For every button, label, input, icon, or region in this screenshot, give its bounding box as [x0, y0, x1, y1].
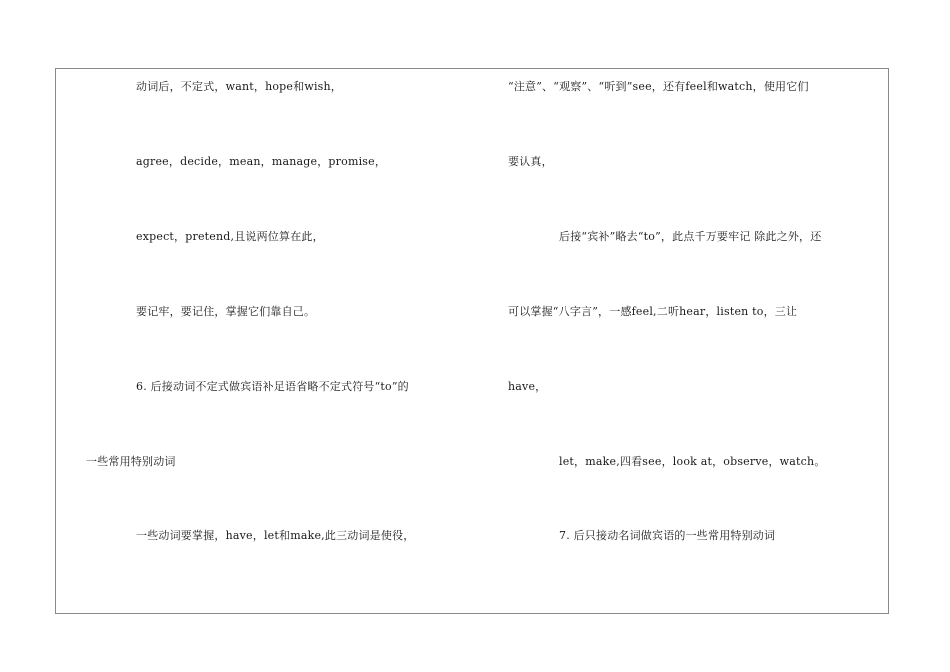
left-line-7: 一些动词要掌握，have，let和make,此三动词是使役，	[136, 529, 415, 542]
left-line-3: expect，pretend,且说两位算在此，	[136, 230, 324, 243]
right-line-5: have，	[508, 380, 547, 393]
right-line-4: 可以掌握“八字言”，一感feel,二听hear，listen to，三让	[508, 305, 798, 318]
left-line-4: 要记牢，要记住，掌握它们靠自己。	[136, 305, 316, 318]
left-line-5: 6. 后接动词不定式做宾语补足语省略不定式符号“to”的	[136, 380, 409, 393]
right-line-2: 要认真，	[508, 155, 553, 168]
left-line-1: 动词后，不定式，want，hope和wish，	[136, 80, 342, 93]
left-line-6: 一些常用特别动词	[86, 455, 176, 468]
right-line-6: let，make,四看see，look at，observe，watch。	[559, 455, 826, 468]
right-line-3: 后接“宾补”略去“to”，此点千万要牢记 除此之外，还	[559, 230, 822, 243]
right-line-1: “注意”、“观察”、“听到”see，还有feel和watch，使用它们	[508, 80, 809, 93]
left-line-2: agree，decide，mean，manage，promise，	[136, 155, 387, 168]
right-line-7: 7. 后只接动名词做宾语的一些常用特别动词	[559, 529, 776, 542]
